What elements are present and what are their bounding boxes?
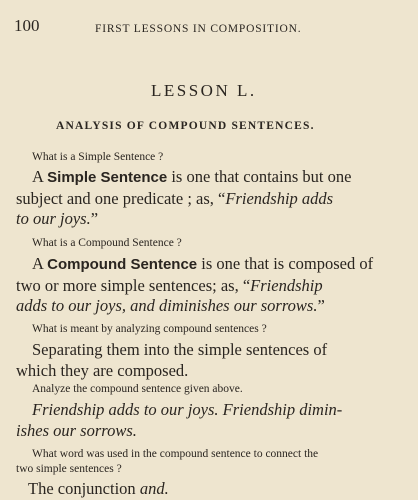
term-compound-sentence: Compound Sentence (47, 256, 198, 273)
text-span: ” (317, 296, 325, 315)
text-span: is one that is composed of (197, 254, 374, 273)
example-quote: adds to our joys, and diminishes our sorrows. (16, 296, 318, 315)
text-span: A (32, 167, 48, 186)
question-analyze-example: Analyze the compound sentence given above. (32, 383, 243, 395)
text-span: ” (90, 209, 99, 228)
answer-compound-sentence-line-3 (16, 296, 325, 316)
term-simple-sentence: Simple Sentence (47, 169, 168, 186)
answer-analyze-example-line-1: Friendship adds to our joys. Friendship dimin- (32, 400, 343, 419)
answer-analyze-example-line-2: ishes our sorrows. (16, 421, 137, 440)
text-span: is one that contains but one (167, 167, 352, 186)
example-quote: to our joys. (16, 209, 91, 228)
example-quote: Friendship adds (225, 189, 334, 208)
answer-analyzing-line-1: Separating them into the simple sentences of (32, 340, 328, 359)
text-span: two or more simple sentences; as, “ (16, 276, 251, 295)
answer-simple-sentence-line-1 (32, 167, 351, 187)
question-simple-sentence: What is a Simple Sentence ? (32, 151, 164, 163)
answer-connecting-word (28, 479, 169, 499)
question-analyzing: What is meant by analyzing compound sentences ? (32, 323, 267, 335)
lesson-title: LESSON L. (151, 81, 257, 100)
running-title: FIRST LESSONS IN COMPOSITION. (95, 23, 302, 35)
lesson-subtitle: ANALYSIS OF COMPOUND SENTENCES. (56, 120, 315, 132)
answer-simple-sentence-line-3 (16, 209, 98, 229)
question-connecting-word-line-1: What word was used in the compound sentence to connect the (32, 448, 319, 460)
page-number: 100 (14, 16, 40, 35)
answer-analyzing-line-2: which they are composed. (16, 361, 189, 380)
answer-simple-sentence-line-2 (16, 189, 333, 209)
text-span: A (32, 254, 48, 273)
question-compound-sentence: What is a Compound Sentence ? (32, 237, 182, 249)
text-span: subject and one predicate ; as, “ (16, 189, 226, 208)
example-quote: Friendship (250, 276, 323, 295)
text-span: The conjunction (28, 479, 140, 498)
answer-compound-sentence-line-1 (32, 254, 373, 274)
question-connecting-word-line-2: two simple sentences ? (16, 463, 122, 475)
answer-compound-sentence-line-2 (16, 276, 323, 296)
conjunction-word: and. (139, 479, 169, 498)
